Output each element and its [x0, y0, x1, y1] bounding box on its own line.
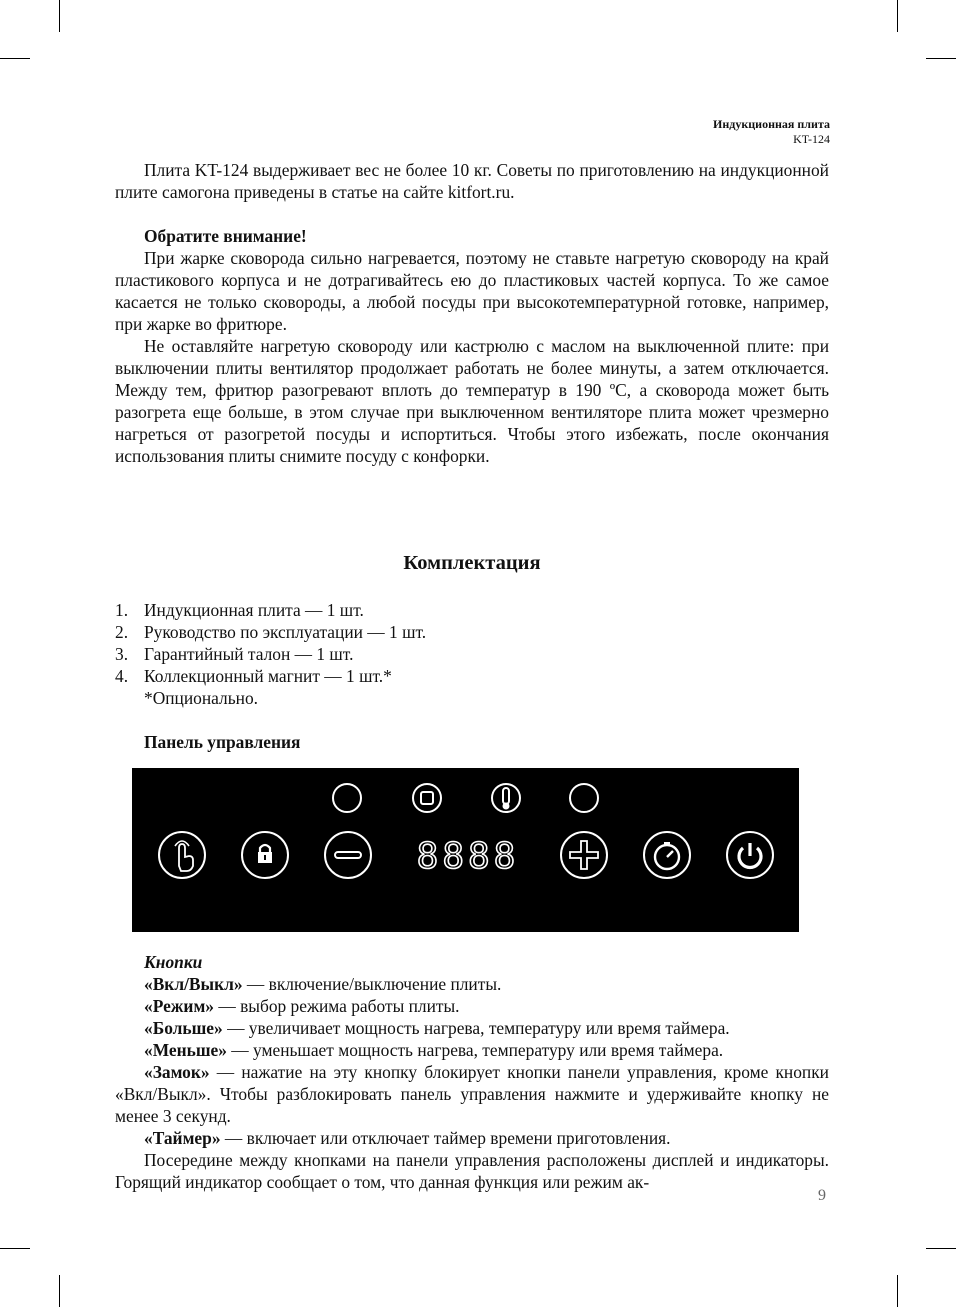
button-desc: — нажатие на эту кнопку блокирует кнопки панели управления, кроме кнопки «Вкл/Выкл». Чтобы разблокировать панель управления нажмите и удерживайте кнопку не менее 3 секунд. [115, 1062, 829, 1126]
button-desc-lock [115, 1061, 829, 1127]
kit-list [115, 599, 829, 709]
minus-icon[interactable] [325, 832, 371, 878]
button-name: «Режим» [144, 996, 214, 1016]
crop-mark [0, 58, 30, 59]
attention-paragraph-2: Не оставляйте нагретую сковороду или кастрюлю с маслом на выключенной плите: при выключении плиты вентилятор продолжает работать не более минуты, а затем отключается. Между тем, фритюр разогревают вплоть до температур в 190 ºC, а сковорода может быть разогрета еще больше, в этом случае при выключенном вентиляторе плита может чрезмерно нагреться от разогретой посуды и испортиться. Чтобы этого избежать, после окончания использования плиты снимите посуду с конфорки. [115, 336, 829, 466]
final-paragraph: Посередине между кнопками на панели управления расположены дисплей и индикаторы. Горящий индикатор сообщает о том, что данная функция или режим ак- [115, 1150, 829, 1192]
attention-title: Обратите внимание! [144, 226, 307, 246]
indicator-thermometer-icon [492, 784, 520, 812]
button-desc: — увеличивает мощность нагрева, температуру или время таймера. [222, 1018, 730, 1038]
crop-mark [0, 1248, 30, 1249]
list-text: Индукционная плита — 1 шт. [144, 600, 364, 620]
button-desc-more [115, 1017, 829, 1039]
button-name: «Таймер» [144, 1128, 221, 1148]
list-item [115, 643, 829, 665]
plus-icon[interactable] [561, 832, 607, 878]
list-number: 3. [115, 644, 129, 664]
button-desc-power [115, 973, 829, 995]
lock-icon[interactable] [242, 832, 288, 878]
indicator-square-icon [413, 784, 441, 812]
intro-section [115, 159, 829, 467]
intro-paragraph: Плита KT-124 выдерживает вес не более 10 кг. Советы по приготовлению на индукционной плите самогона приведены в статье на сайте kitfort.ru. [115, 160, 829, 202]
button-desc-mode [115, 995, 829, 1017]
button-name: «Замок» [144, 1062, 210, 1082]
running-header [713, 117, 830, 147]
control-panel-image [132, 768, 799, 932]
kit-title: Комплектация [403, 552, 541, 574]
touch-icon[interactable] [159, 832, 205, 878]
buttons-title: Кнопки [144, 952, 203, 972]
button-name: «Вкл/Выкл» [144, 974, 243, 994]
header-title: Индукционная плита [713, 117, 830, 131]
button-desc: — включение/выключение плиты. [242, 974, 502, 994]
crop-mark [897, 0, 898, 32]
button-desc: — включает или отключает таймер времени приготовления. [220, 1128, 671, 1148]
button-name: «Меньше» [144, 1040, 227, 1060]
crop-mark [897, 1275, 898, 1307]
list-number: 2. [115, 622, 129, 642]
list-item [115, 621, 829, 643]
crop-mark [926, 58, 956, 59]
button-desc-less [115, 1039, 829, 1061]
page-number: 9 [818, 1187, 826, 1204]
list-text: Гарантийный талон — 1 шт. [144, 644, 354, 664]
attention-paragraph-1: При жарке сковорода сильно нагревается, поэтому не ставьте нагретую сковороду на край пластикового корпуса и не дотрагивайтесь ею до пластиковых частей корпуса. То же самое касается не только сковороды, а любой посуды при высокотемпературной готовке, например, при жарке во фритюре. [115, 248, 829, 334]
list-item [115, 599, 829, 621]
button-desc-timer [115, 1127, 829, 1149]
button-desc: — уменьшает мощность нагрева, температуру или время таймера. [226, 1040, 724, 1060]
list-text: Коллекционный магнит — 1 шт.* [144, 666, 392, 686]
crop-mark [59, 1275, 60, 1307]
crop-mark [926, 1248, 956, 1249]
indicator-circle-right-icon [570, 784, 598, 812]
button-name: «Больше» [144, 1018, 223, 1038]
list-text: Руководство по эксплуатации — 1 шт. [144, 622, 427, 642]
list-number: 4. [115, 666, 129, 686]
buttons-section [115, 951, 829, 1193]
list-number: 1. [115, 600, 129, 620]
crop-mark [59, 0, 60, 32]
header-model: KT-124 [793, 132, 830, 146]
list-item [115, 665, 829, 687]
indicator-circle-icon [333, 784, 361, 812]
power-icon[interactable] [727, 832, 773, 878]
button-desc: — выбор режима работы плиты. [213, 996, 460, 1016]
kit-note: *Опционально. [144, 688, 259, 708]
timer-icon[interactable] [644, 832, 690, 878]
panel-title: Панель управления [144, 732, 301, 752]
seven-segment-display: 8888 [416, 836, 520, 877]
